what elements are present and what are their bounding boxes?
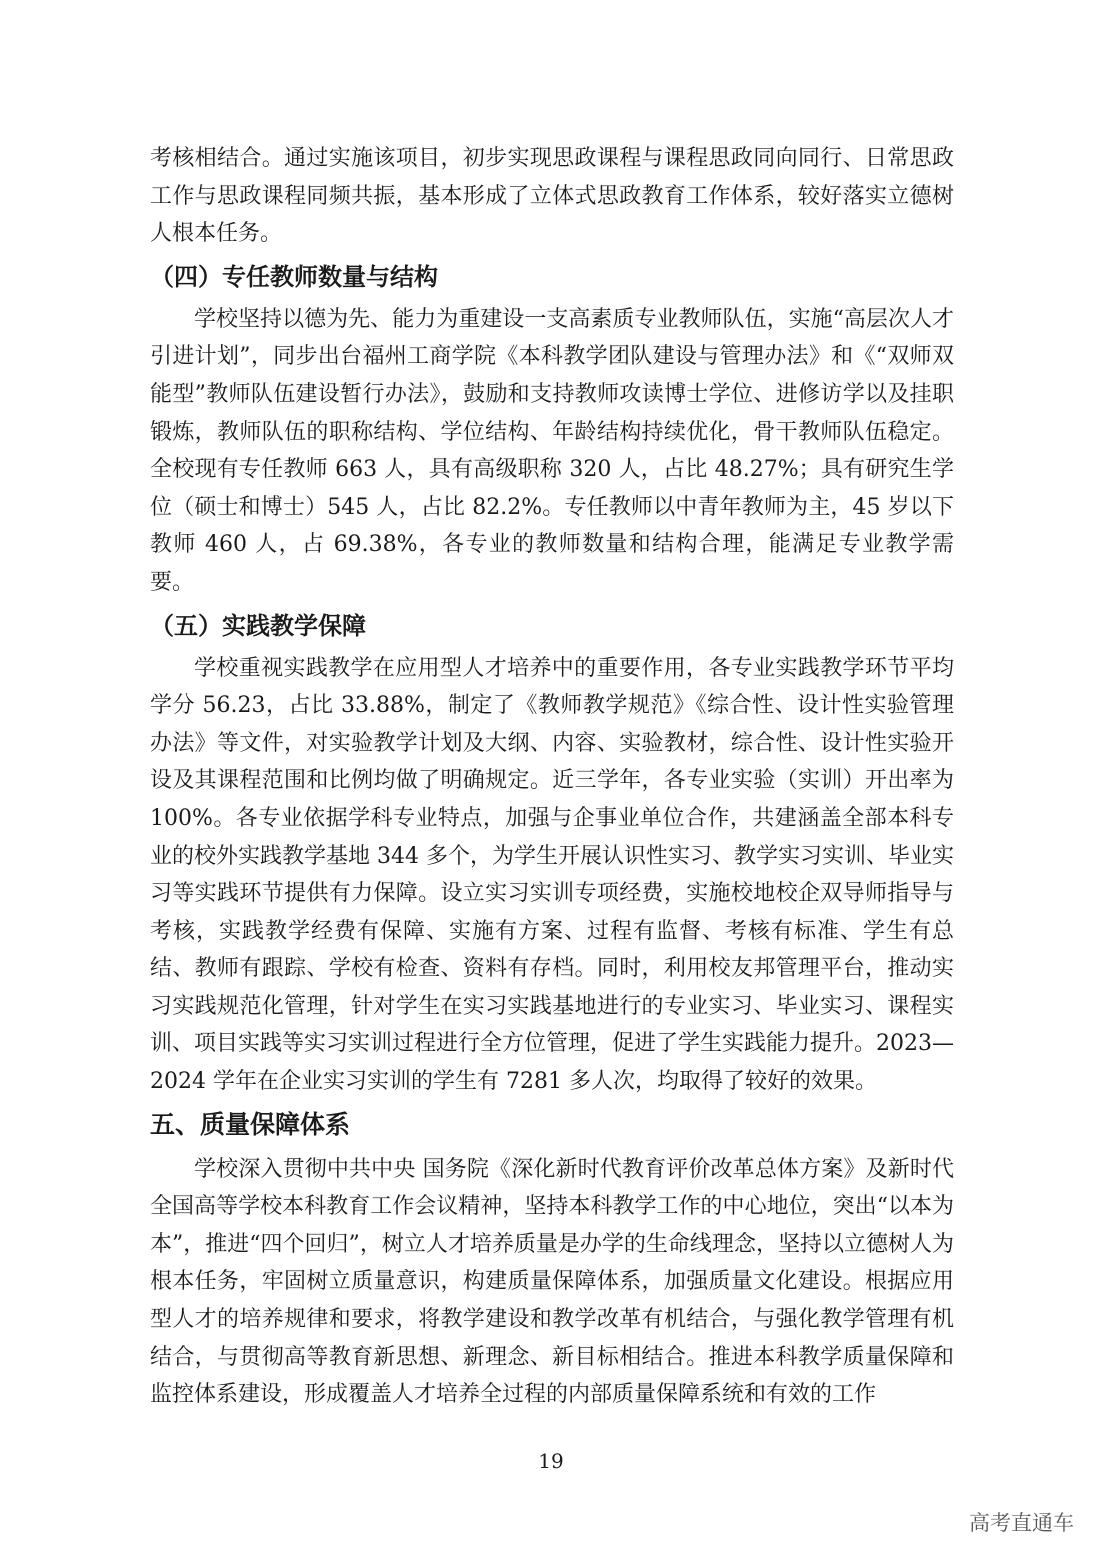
paragraph-quality: 学校深入贯彻中共中央 国务院《深化新时代教育评价改革总体方案》及新时代全国高等学校本科教育工作会议精神，坚持本科教学工作的中心地位，突出“以本为本”，推进“四个回归”，树立人才培养质量是办学的生命线理念，坚持以立德树人为根本任务，牢固树立质量意识，构建质量保障体系，加强质量文化建设。根据应用型人才的培养规律和要求，将教学建设和教学改革有机结合，与强化教学管理有机结合，与贯彻高等教育新思想、新理念、新目标相结合。推进本科教学质量保障和监控体系建设，形成覆盖人才培养全过程的内部质量保障系统和有效的工作 (150, 1156, 954, 1408)
section-heading-practice: （五）实践教学保障 (150, 611, 366, 640)
paragraph-teachers: 学校坚持以德为先、能力为重建设一支高素质专业教师队伍，实施“高层次人才引进计划”，同步出台福州工商学院《本科教学团队建设与管理办法》和《“双师双能型”教师队伍建设暂行办法》，鼓励和支持教师攻读博士学位、进修访学以及挂职锻炼，教师队伍的职称结构、学位结构、年龄结构持续优化，骨干教师队伍稳定。全校现有专任教师 663 人，具有高级职称 320 人，占比 48.27%；具有研究生学位（硕士和博士）545 人，占比 82.2%。专任教师以中青年教师为主，45 岁以下教师 460 人，占 69.38%，各专业的教师数量和结构合理，能满足专业教学需要。 (150, 306, 954, 595)
chapter-heading-quality: 五、质量保障体系 (150, 1109, 351, 1139)
paragraph-continuation: 考核相结合。通过实施该项目，初步实现思政课程与课程思政同向同行、日常思政工作与思政课程同频共振，基本形成了立体式思政教育工作体系，较好落实立德树人根本任务。 (150, 146, 954, 247)
document-body (150, 140, 954, 1414)
paragraph-practice: 学校重视实践教学在应用型人才培养中的重要作用，各专业实践教学环节平均学分 56.23，占比 33.88%，制定了《教师教学规范》《综合性、设计性实验管理办法》等文件，对实验教学计划及大纲、内容、实验教材，综合性、设计性实验开设及其课程范围和比例均做了明确规定。近三学年，各专业实验（实训）开出率为 100%。各专业依据学科专业特点，加强与企事业单位合作，共建涵盖全部本科专业的校外实践教学基地 344 多个，为学生开展认识性实习、教学实习实训、毕业实习等实践环节提供有力保障。设立实习实训专项经费，实施校地校企双导师指导与考核，实践教学经费有保障、实施有方案、过程有监督、考核有标准、学生有总结、教师有跟踪、学校有检查、资料有存档。同时，利用校友邦管理平台，推动实习实践规范化管理，针对学生在实习实践基地进行的专业实习、毕业实习、课程实训、项目实践等实习实训过程进行全方位管理，促进了学生实践能力提升。2023—2024 学年在企业实习实训的学生有 7281 多人次，均取得了较好的效果。 (150, 655, 954, 1095)
watermark: 高考直通车 (969, 1511, 1074, 1535)
page-number: 19 (538, 1449, 564, 1473)
section-heading-teachers: （四）专任教师数量与结构 (150, 262, 438, 291)
